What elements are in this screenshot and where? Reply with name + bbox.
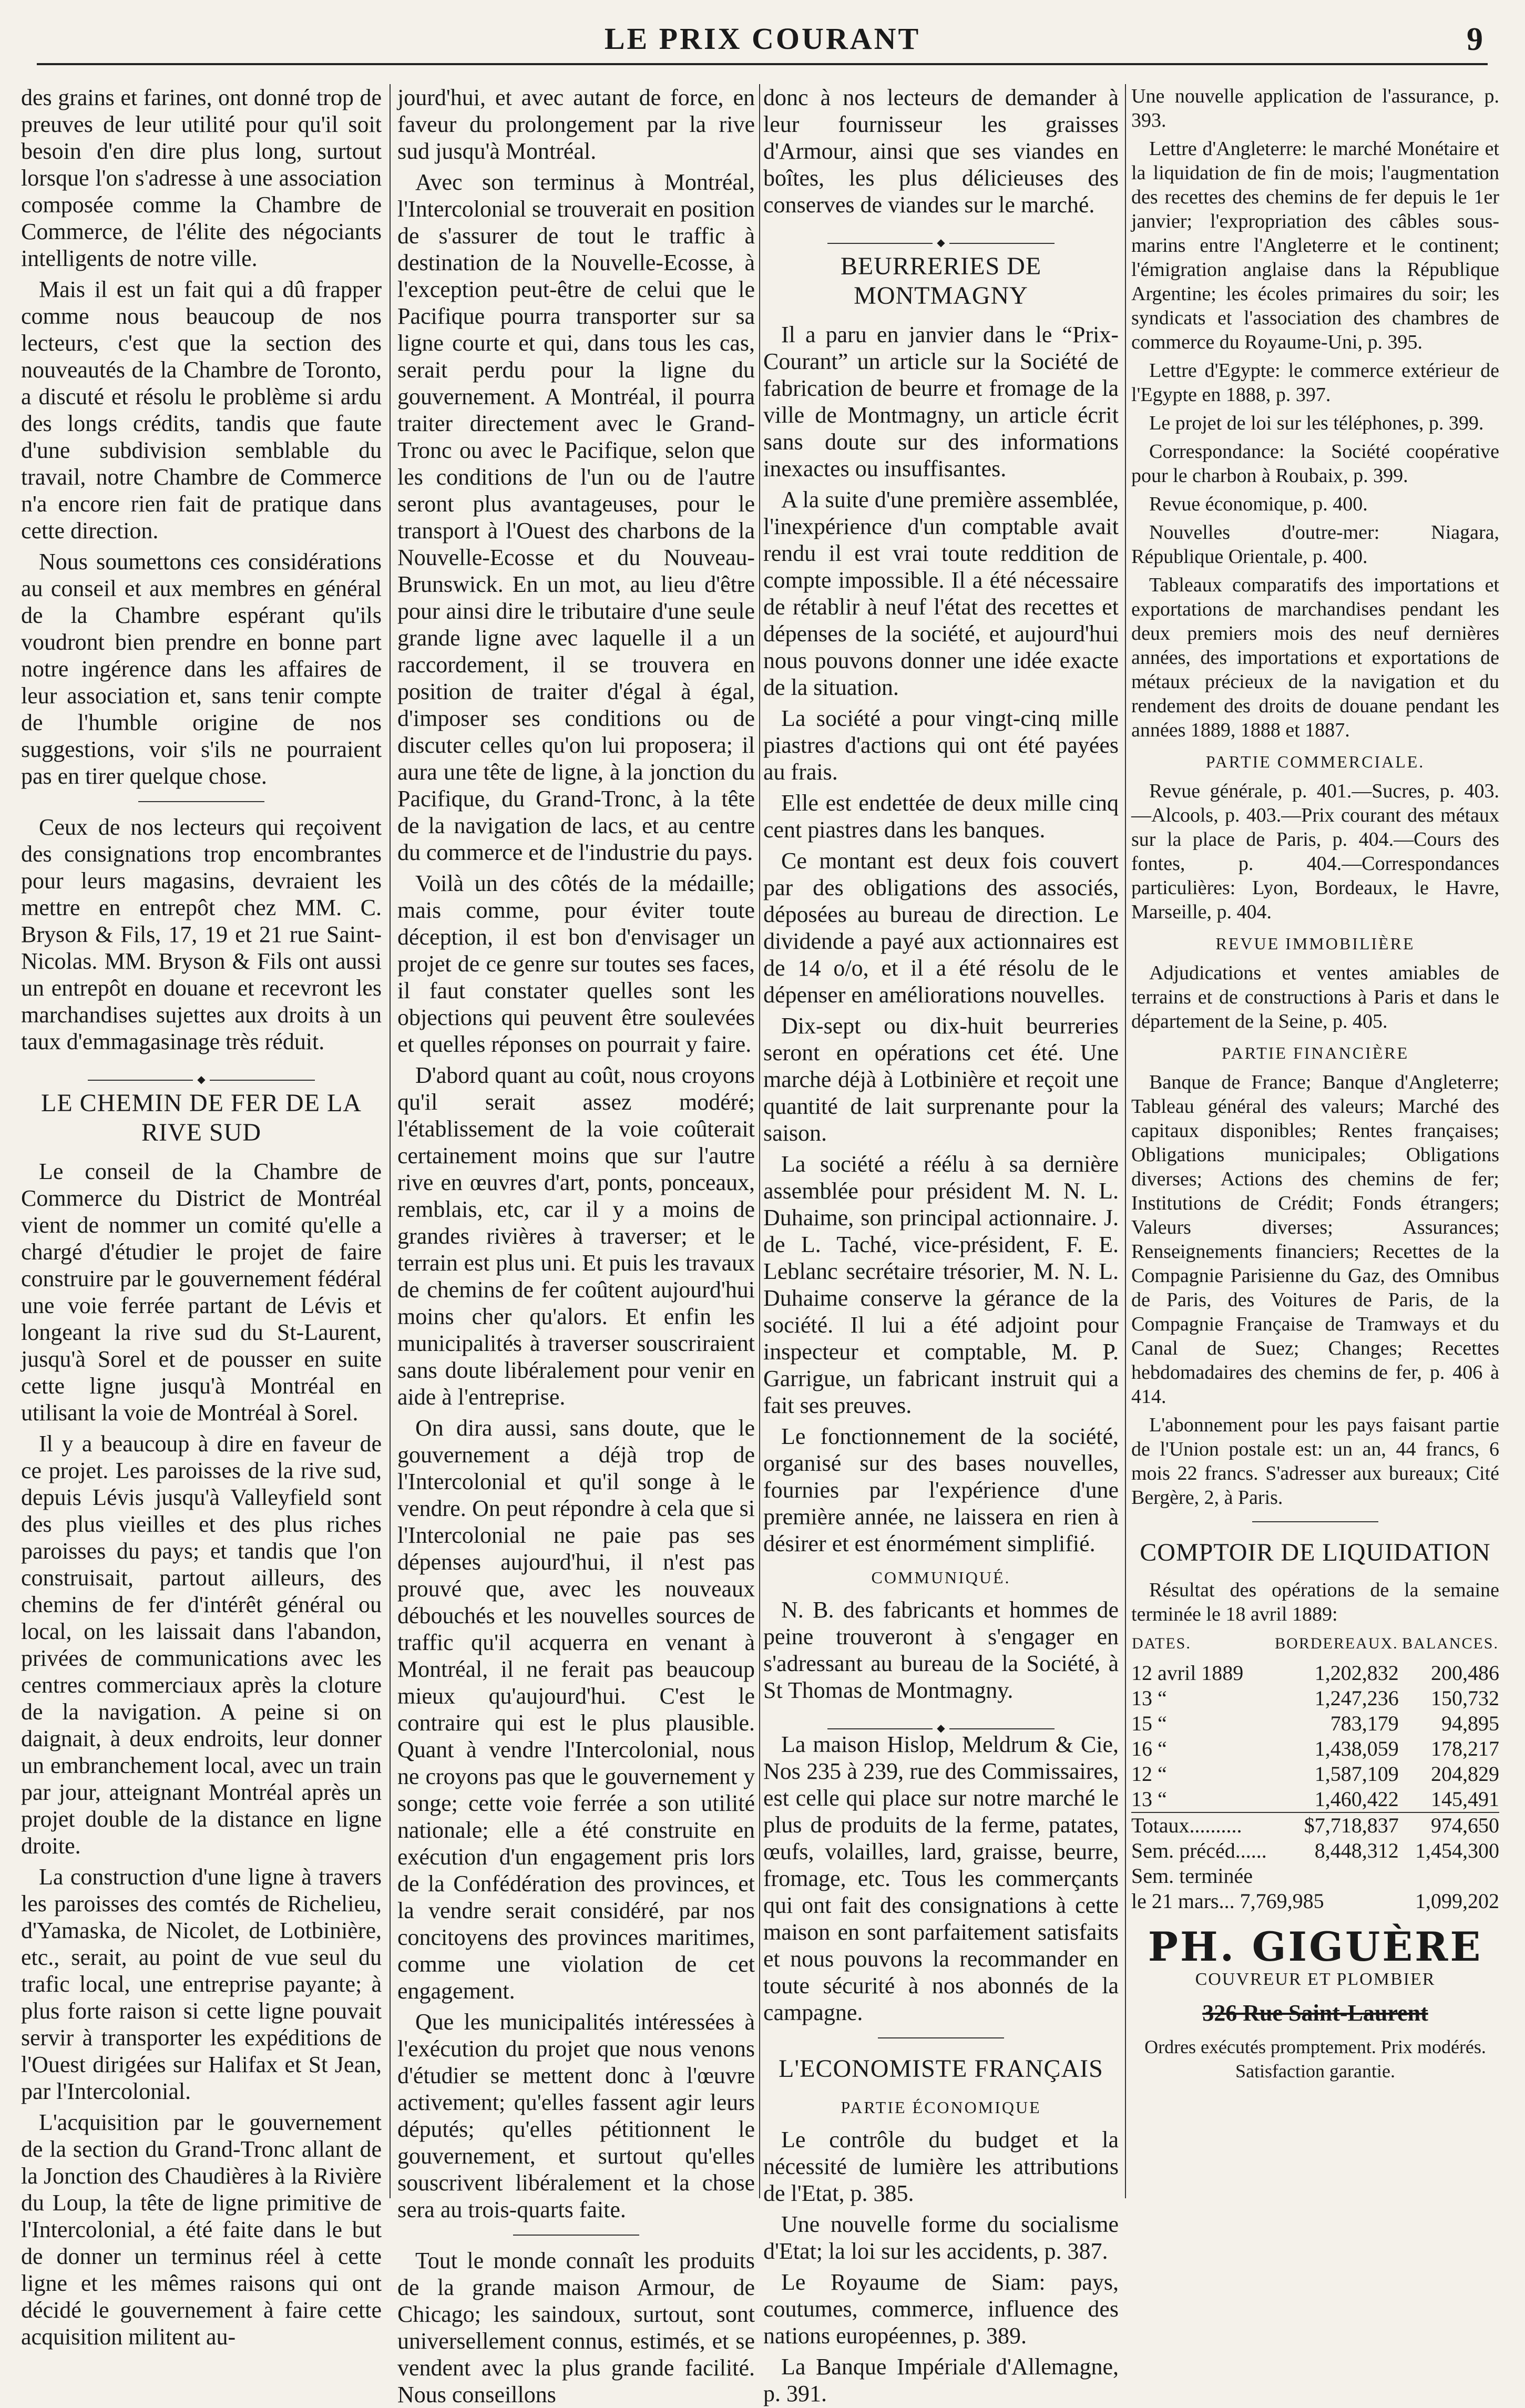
table-cell: 150,732: [1431, 1686, 1499, 1710]
page-header: [0, 21, 1525, 68]
column-1: [21, 84, 382, 2350]
communique-label: COMMUNIQUÉ.: [871, 1568, 1011, 1587]
advertiser-address: 326 Rue Saint-Laurent: [1202, 2000, 1428, 2026]
article-paragraph: Ceux de nos lecteurs qui reçoivent des consignations trop encombrantes pour leurs magasins, devraient les mettre en entrepôt chez MM. C. Bryson & Fils, 17, 19 et 21 rue Saint-Nicolas. MM. Bryson & Fils ont aussi un entrepôt en douane et recevront les marchandises sujettes aux droits à un taux d'emmagasinage très réduit.: [21, 814, 382, 1054]
article-paragraph: Il y a beaucoup à dire en faveur de ce projet. Les paroisses de la rive sud, depuis Lévis jusqu'à Valleyfield sont des plus vieilles et des plus riches paroisses du pays; et tandis que l'on construisait, partout ailleurs, des chemins de fer d'intérêt général ou local, on les laissait dans l'abandon, privées de communications avec les centres commerciaux après la cloture de la navigation. A peine si on daignait, à deux endroits, leur donner un embranchement local, avec un train par jour, atteignant Montréal après un projet double de la distance en ligne droite.: [21, 1431, 382, 1859]
table-cell: 1,587,109: [1314, 1762, 1399, 1786]
table-cell: 783,179: [1330, 1712, 1399, 1735]
article-heading: L'ECONOMISTE FRANÇAIS: [779, 2055, 1103, 2083]
article-paragraph: Le conseil de la Chambre de Commerce du District de Montréal vient de nommer un comité qu'elle a chargé d'étudier le projet de faire construire par le gouvernement fédéral une voie ferrée partant de Lévis et longeant la rive sud du St-Laurent, jusqu'à Sorel et de pousser en suite cette ligne jusqu'à Montréal en utilisant la voie de Montréal à Sorel.: [21, 1159, 382, 1426]
article-paragraph: Correspondance: la Société coopérative pour le charbon à Roubaix, p. 399.: [1131, 440, 1499, 487]
article-paragraph: Mais il est un fait qui a dû frapper comme nous beaucoup de nos lecteurs, c'est que la section des nouveautés de la Chambre de Toronto, a discuté et résolu le problème si ardu des longs crédits, tandis que faute d'une subdivision semblable du travail, notre Chambre de Commerce n'a encore rien fait de pratique dans cette direction.: [21, 276, 382, 544]
article-paragraph: Lettre d'Egypte: le commerce extérieur de l'Egypte en 1888, p. 397.: [1131, 360, 1499, 406]
separator-rule: [513, 2235, 639, 2236]
ornament-divider: ◆: [21, 1064, 382, 1073]
column-3: [763, 84, 1119, 2406]
table-cell: 8,448,312: [1314, 1839, 1399, 1862]
article-paragraph: N. B. des fabricants et hommes de peine trouveront à s'engager en s'adressant au bureau de la Société, à St Thomas de Montmagny.: [763, 1597, 1119, 1703]
table-row: [1131, 1686, 1499, 1711]
table-row: [1131, 1889, 1499, 1914]
article-paragraph: Une nouvelle application de l'assurance, p. 393.: [1131, 85, 1499, 131]
article-paragraph: La Banque Impériale d'Allemagne, p. 391.: [763, 2354, 1119, 2406]
article-heading: BEURRERIES DE MONTMAGNY: [840, 252, 1042, 310]
column-divider: [390, 84, 391, 2198]
section-subheading: PARTIE ÉCONOMIQUE: [841, 2098, 1041, 2117]
separator-rule: [878, 2037, 1004, 2038]
table-cell: 145,491: [1431, 1787, 1499, 1811]
column-divider: [1125, 84, 1126, 2198]
article-paragraph: Tableaux comparatifs des importations et exportations de marchandises pendant les deux premiers mois des neuf dernières années, des importations et exportations de métaux précieux de la navigation et du rendement des droits de douane pendant les années 1889, 1888 et 1887.: [1131, 574, 1499, 741]
article-paragraph: D'abord quant au coût, nous croyons qu'il serait assez modéré; l'établissement de la voie coûterait certainement moins que sur l'autre rive en œuvres d'art, ponts, ponceaux, remblais, etc, car il y a moins de grandes rivières à traverser; et le terrain est plus uni. Et puis les travaux de chemins de fer coûtent aujourd'hui moins cher qu'alors. Et enfin les municipalités à traverser souscriraient sans doute libéralement pour venir en aide à l'entreprise.: [397, 1062, 755, 1410]
table-cell: 1,099,202: [1415, 1889, 1499, 1913]
table-row: [1131, 1661, 1499, 1686]
table-header: BALANCES.: [1402, 1635, 1499, 1652]
table-cell: 1,454,300: [1415, 1839, 1499, 1862]
section-subheading: REVUE IMMOBILIÈRE: [1215, 934, 1415, 953]
header-rule: [37, 63, 1488, 65]
table-row: [1131, 1761, 1499, 1787]
article-paragraph: des grains et farines, ont donné trop de preuves de leur utilité pour qu'il soit besoin d'en dire plus long, surtout lorsque l'on s'adresse à une association composée comme la Chambre de Commerce, de l'élite des négociants intelligents de notre ville.: [21, 85, 382, 271]
article-paragraph: La maison Hislop, Meldrum & Cie, Nos 235 à 239, rue des Commissaires, est celle qui place sur notre marché le plus de produits de la ferme, patates, œufs, volailles, lard, graisse, beurre, fromage, etc. Tous les commerçants qui ont fait des consignations à cette maison en sont parfaitement satisfaits et nous pouvons la recommander en toute sécurité à nos abonnés de la campagne.: [763, 1731, 1119, 2025]
article-paragraph: Le projet de loi sur les téléphones, p. 399.: [1149, 412, 1484, 434]
liquidation-table: [1131, 1631, 1499, 1914]
article-paragraph: Une nouvelle forme du socialisme d'Etat; la loi sur les accidents, p. 387.: [763, 2211, 1119, 2264]
article-paragraph: L'acquisition par le gouvernement de la section du Grand-Tronc allant de la Jonction des Chaudières à la Rivière du Loup, la tête de ligne primitive de l'Intercolonial, a été faite dans le but de donner un terminus réel à cette ligne et les mêmes raisons qui ont décidé le gouvernement à faire cette acquisition militent au-: [21, 2109, 382, 2350]
column-4: [1131, 84, 1499, 2209]
table-header: DATES.: [1132, 1635, 1191, 1652]
article-paragraph: Il a paru en janvier dans le “Prix-Courant” un article sur la Société de fabrication de beurre et fromage de la ville de Montmagny, un article écrit sans doute sur des informations inexactes ou insuffisantes.: [763, 322, 1119, 481]
table-row: [1131, 1863, 1499, 1889]
article-paragraph: Nouvelles d'outre-mer: Niagara, République Orientale, p. 400.: [1131, 521, 1499, 568]
article-paragraph: Le contrôle du budget et la nécessité de lumière les attributions de l'Etat, p. 385.: [763, 2127, 1119, 2206]
article-paragraph: Elle est endettée de deux mille cinq cent piastres dans les banques.: [763, 790, 1119, 843]
article-paragraph: Revue économique, p. 400.: [1149, 493, 1368, 515]
article-paragraph: Que les municipalités intéressées à l'exécution du projet que nous venons d'étudier se mettent donc à l'œuvre activement; qu'elles fassent agir leurs députés; qu'elles pétitionnent le gouvernement, et surtout qu'elles souscrivent libéralement et la chose sera au trois-quarts faite.: [397, 2009, 755, 2222]
article-heading: LE CHEMIN DE FER DE LA RIVE SUD: [41, 1089, 362, 1146]
article-paragraph: On dira aussi, sans doute, que le gouvernement a déjà trop de l'Intercolonial et qu'il songe à le vendre. On peut répondre à cela que si l'Intercolonial ne paie pas ses dépenses aujourd'hui, il n'est pas prouvé que, avec les nouveaux débouchés et les nouvelles sources de traffic qu'il acquerra en venant à Montréal, il ne ferait pas beaucoup mieux qu'aujourd'hui. C'est le contraire qui est le plus plausible. Quant à vendre l'Intercolonial, nous ne croyons pas que le gouvernement y songe; cette voie ferrée a son utilité nationale; elle a été construite en exécution d'un engagement pris lors de la Confédération des provinces, et la vendre serait considéré, par nos concitoyens des provinces maritimes, comme une violation de cet engagement.: [397, 1415, 755, 2004]
article-paragraph: donc à nos lecteurs de demander à leur fournisseur les graisses d'Armour, ainsi que ses viandes en boîtes, les plus délicieuses des conserves de viandes sur le marché.: [763, 85, 1119, 218]
article-paragraph: Voilà un des côtés de la médaille; mais comme, pour éviter toute déception, il est bon d'envisager un projet de ce genre sur toutes ses faces, il faut constater quelles sont les objections qui peuvent être soulevées et quelles réponses on pourrait y faire.: [397, 870, 755, 1057]
table-header: BORDEREAUX.: [1275, 1635, 1398, 1652]
table-cell: 1,247,236: [1314, 1686, 1399, 1710]
masthead-title: LE PRIX COURANT: [604, 22, 921, 56]
table-cell: 178,217: [1431, 1737, 1499, 1760]
advertiser-note: Ordres exécutés promptement. Prix modérés. Satisfaction garantie.: [1144, 2036, 1486, 2082]
table-row: [1131, 1711, 1499, 1736]
table-cell: Totaux..........: [1131, 1813, 1242, 1837]
article-paragraph: Nous soumettons ces considérations au conseil et aux membres en général de la Chambre espérant qu'ils voudront bien prendre en bonne part notre ingérence dans les affaires de leur association et, sans tenir compte de l'humble origine de nos suggestions, voir s'ils ne pourraient pas en tirer quelque chose.: [21, 549, 382, 789]
article-paragraph: Le Royaume de Siam: pays, coutumes, commerce, influence des nations européennes, p. 389.: [763, 2269, 1119, 2349]
article-paragraph: Tout le monde connaît les produits de la grande maison Armour, de Chicago; les saindoux, surtout, sont universellement connus, estimés, et se vendent avec la plus grande facilité. Nous conseillons: [397, 2248, 755, 2407]
table-cell: Sem. précéd......: [1131, 1839, 1267, 1862]
table-cell: 12 “: [1131, 1762, 1167, 1786]
separator-rule: [1252, 1521, 1378, 1522]
table-cell: 974,650: [1431, 1813, 1499, 1837]
article-paragraph: Le fonctionnement de la société, organisé sur des bases nouvelles, fournies par l'expérience d'une première année, ne laissera en rien à désirer et est énormément simplifié.: [763, 1423, 1119, 1556]
table-cell: 204,829: [1431, 1762, 1499, 1786]
article-paragraph: La société a pour vingt-cinq mille piastres d'actions qui ont été payées au frais.: [763, 705, 1119, 785]
table-cell: 16 “: [1131, 1737, 1167, 1760]
advertiser-trade: COUVREUR ET PLOMBIER: [1195, 1970, 1436, 1989]
table-cell: 1,438,059: [1314, 1737, 1399, 1760]
ornament-divider: ◆: [763, 1713, 1119, 1722]
column-2: [397, 84, 755, 2407]
table-cell: le 21 mars... 7,769,985: [1131, 1889, 1324, 1913]
table-row: [1131, 1838, 1499, 1863]
table-totals-row: [1131, 1812, 1499, 1838]
table-cell: 94,895: [1441, 1712, 1499, 1735]
page-number: 9: [1467, 22, 1483, 57]
section-subheading: PARTIE FINANCIÈRE: [1221, 1043, 1409, 1062]
table-cell: 13 “: [1131, 1787, 1167, 1811]
article-paragraph: La construction d'une ligne à travers les paroisses des comtés de Richelieu, d'Yamaska, de Nicolet, de Lotbinière, etc., serait, au point de vue seul du trafic local, une entreprise payante; à plus forte raison si cette ligne pouvait servir à transporter les expéditions de l'Ouest dirigées sur Halifax et St Jean, par l'Intercolonial.: [21, 1864, 382, 2104]
article-paragraph: Banque de France; Banque d'Angleterre; Tableau général des valeurs; Marché des capitaux disponibles; Rentes françaises; Obligations municipales; Obligations diverses; Actions des chemins de fer; Institutions de Crédit; Fonds étrangers; Valeurs diverses; Assurances; Renseignements financiers; Recettes de la Compagnie Parisienne du Gaz, des Omnibus de Paris, des Voitures de Paris, de la Compagnie Française de Tramways et du Canal de Suez; Changes; Recettes hebdomadaires des chemins de fer, p. 406 à 414.: [1131, 1071, 1499, 1408]
article-paragraph: Résultat des opérations de la semaine terminée le 18 avril 1889:: [1131, 1579, 1499, 1625]
table-cell: 1,460,422: [1314, 1787, 1399, 1811]
table-cell: 13 “: [1131, 1686, 1167, 1710]
table-cell: Sem. terminée: [1131, 1864, 1253, 1888]
table-row: [1131, 1736, 1499, 1761]
column-divider: [759, 84, 760, 2198]
separator-rule: [138, 801, 264, 802]
table-cell: 200,486: [1431, 1661, 1499, 1685]
article-paragraph: A la suite d'une première assemblée, l'inexpérience d'un comptable avait rendu il est vrai toute reddition de compte impossible. Il a été nécessaire de rétablir à neuf l'état des recettes et dépenses de la société, et aujourd'hui nous pouvons donner une idée exacte de la situation.: [763, 487, 1119, 700]
article-heading: COMPTOIR DE LIQUIDATION: [1140, 1539, 1491, 1566]
article-paragraph: jourd'hui, et avec autant de force, en faveur du prolongement par la rive sud jusqu'à Montréal.: [397, 85, 755, 164]
article-paragraph: La société a réélu à sa dernière assemblée pour président M. N. L. Duhaime, son principal actionnaire. J. de L. Taché, vice-président, F. E. Leblanc secrétaire trésorier, M. N. L. Duhaime conserve la gérance de la société. Il lui a été adjoint pour inspecteur et comptable, M. P. Garrigue, un fabricant instruit qui a fait ses preuves.: [763, 1151, 1119, 1418]
table-cell: 12 avril 1889: [1131, 1661, 1244, 1685]
article-paragraph: Ce montant est deux fois couvert par des obligations des associés, déposées au bureau de direction. Le dividende a payé aux actionnaires est de 14 o/o, et il a été résolu de le dépenser en améliorations nouvelles.: [763, 848, 1119, 1008]
article-paragraph: L'abonnement pour les pays faisant partie de l'Union postale est: un an, 44 francs, 6 mois 22 francs. S'adresser aux bureaux; Cité Bergère, 2, à Paris.: [1131, 1414, 1499, 1509]
ornament-divider: ◆: [763, 228, 1119, 236]
article-paragraph: Adjudications et ventes amiables de terrains et de constructions à Paris et dans le département de la Seine, p. 405.: [1131, 962, 1499, 1032]
article-paragraph: Avec son terminus à Montréal, l'Intercolonial se trouverait en position de s'assurer de tout le traffic à destination de la Nouvelle-Ecosse, à l'exception peut-être de celui que le Pacifique pourra transporter sur sa ligne courte et qui, dans tous les cas, serait perdu pour la ligne du gouvernement. A Montréal, il pourra traiter directement avec le Grand-Tronc ou avec le Pacifique, selon que les conditions de l'un ou de l'autre seront plus avantageuses, pour le transport à l'Ouest des charbons de la Nouvelle-Ecosse et du Nouveau-Brunswick. En un mot, au lieu d'être pour ainsi dire le tributaire d'une seule grande ligne avec laquelle il a un raccordement, il se trouvera en position de traiter d'égal à égal, d'imposer ses conditions ou de discuter celles qu'on lui proposera; il aura une tête de ligne, à la jonction du Pacifique, du Grand-Tronc, à la tête de la navigation de lacs, et au centre du commerce et de l'industrie du pays.: [397, 169, 755, 865]
table-cell: $7,718,837: [1304, 1813, 1399, 1837]
section-subheading: PARTIE COMMERCIALE.: [1205, 752, 1425, 771]
advertiser-name: PH. GIGUÈRE: [1148, 1923, 1483, 1970]
article-paragraph: Revue générale, p. 401.—Sucres, p. 403. —Alcools, p. 403.—Prix courant des métaux sur la place de Paris, p. 404.—Cours des fontes, p. 404.—Correspondances particulières: Lyon, Bordeaux, le Havre, Marseille, p. 404.: [1131, 780, 1499, 923]
table-cell: 15 “: [1131, 1712, 1167, 1735]
table-row: [1131, 1787, 1499, 1812]
table-cell: 1,202,832: [1314, 1661, 1399, 1685]
article-paragraph: Lettre d'Angleterre: le marché Monétaire et la liquidation de fin de mois; l'augmentation des recettes des chemins de fer depuis le 1er janvier; l'expropriation des câbles sous-marins entre l'Angleterre et le continent; l'émigration anglaise dans la République Argentine; les écoles primaires du soir; les syndicats et l'association des chambres de commerce du Royaume-Uni, p. 395.: [1131, 138, 1499, 353]
article-paragraph: Dix-sept ou dix-huit beurreries seront en opérations cet été. Une marche déjà à Lotbinière et reçoit une quantité de lait surprenante pour la saison.: [763, 1013, 1119, 1146]
